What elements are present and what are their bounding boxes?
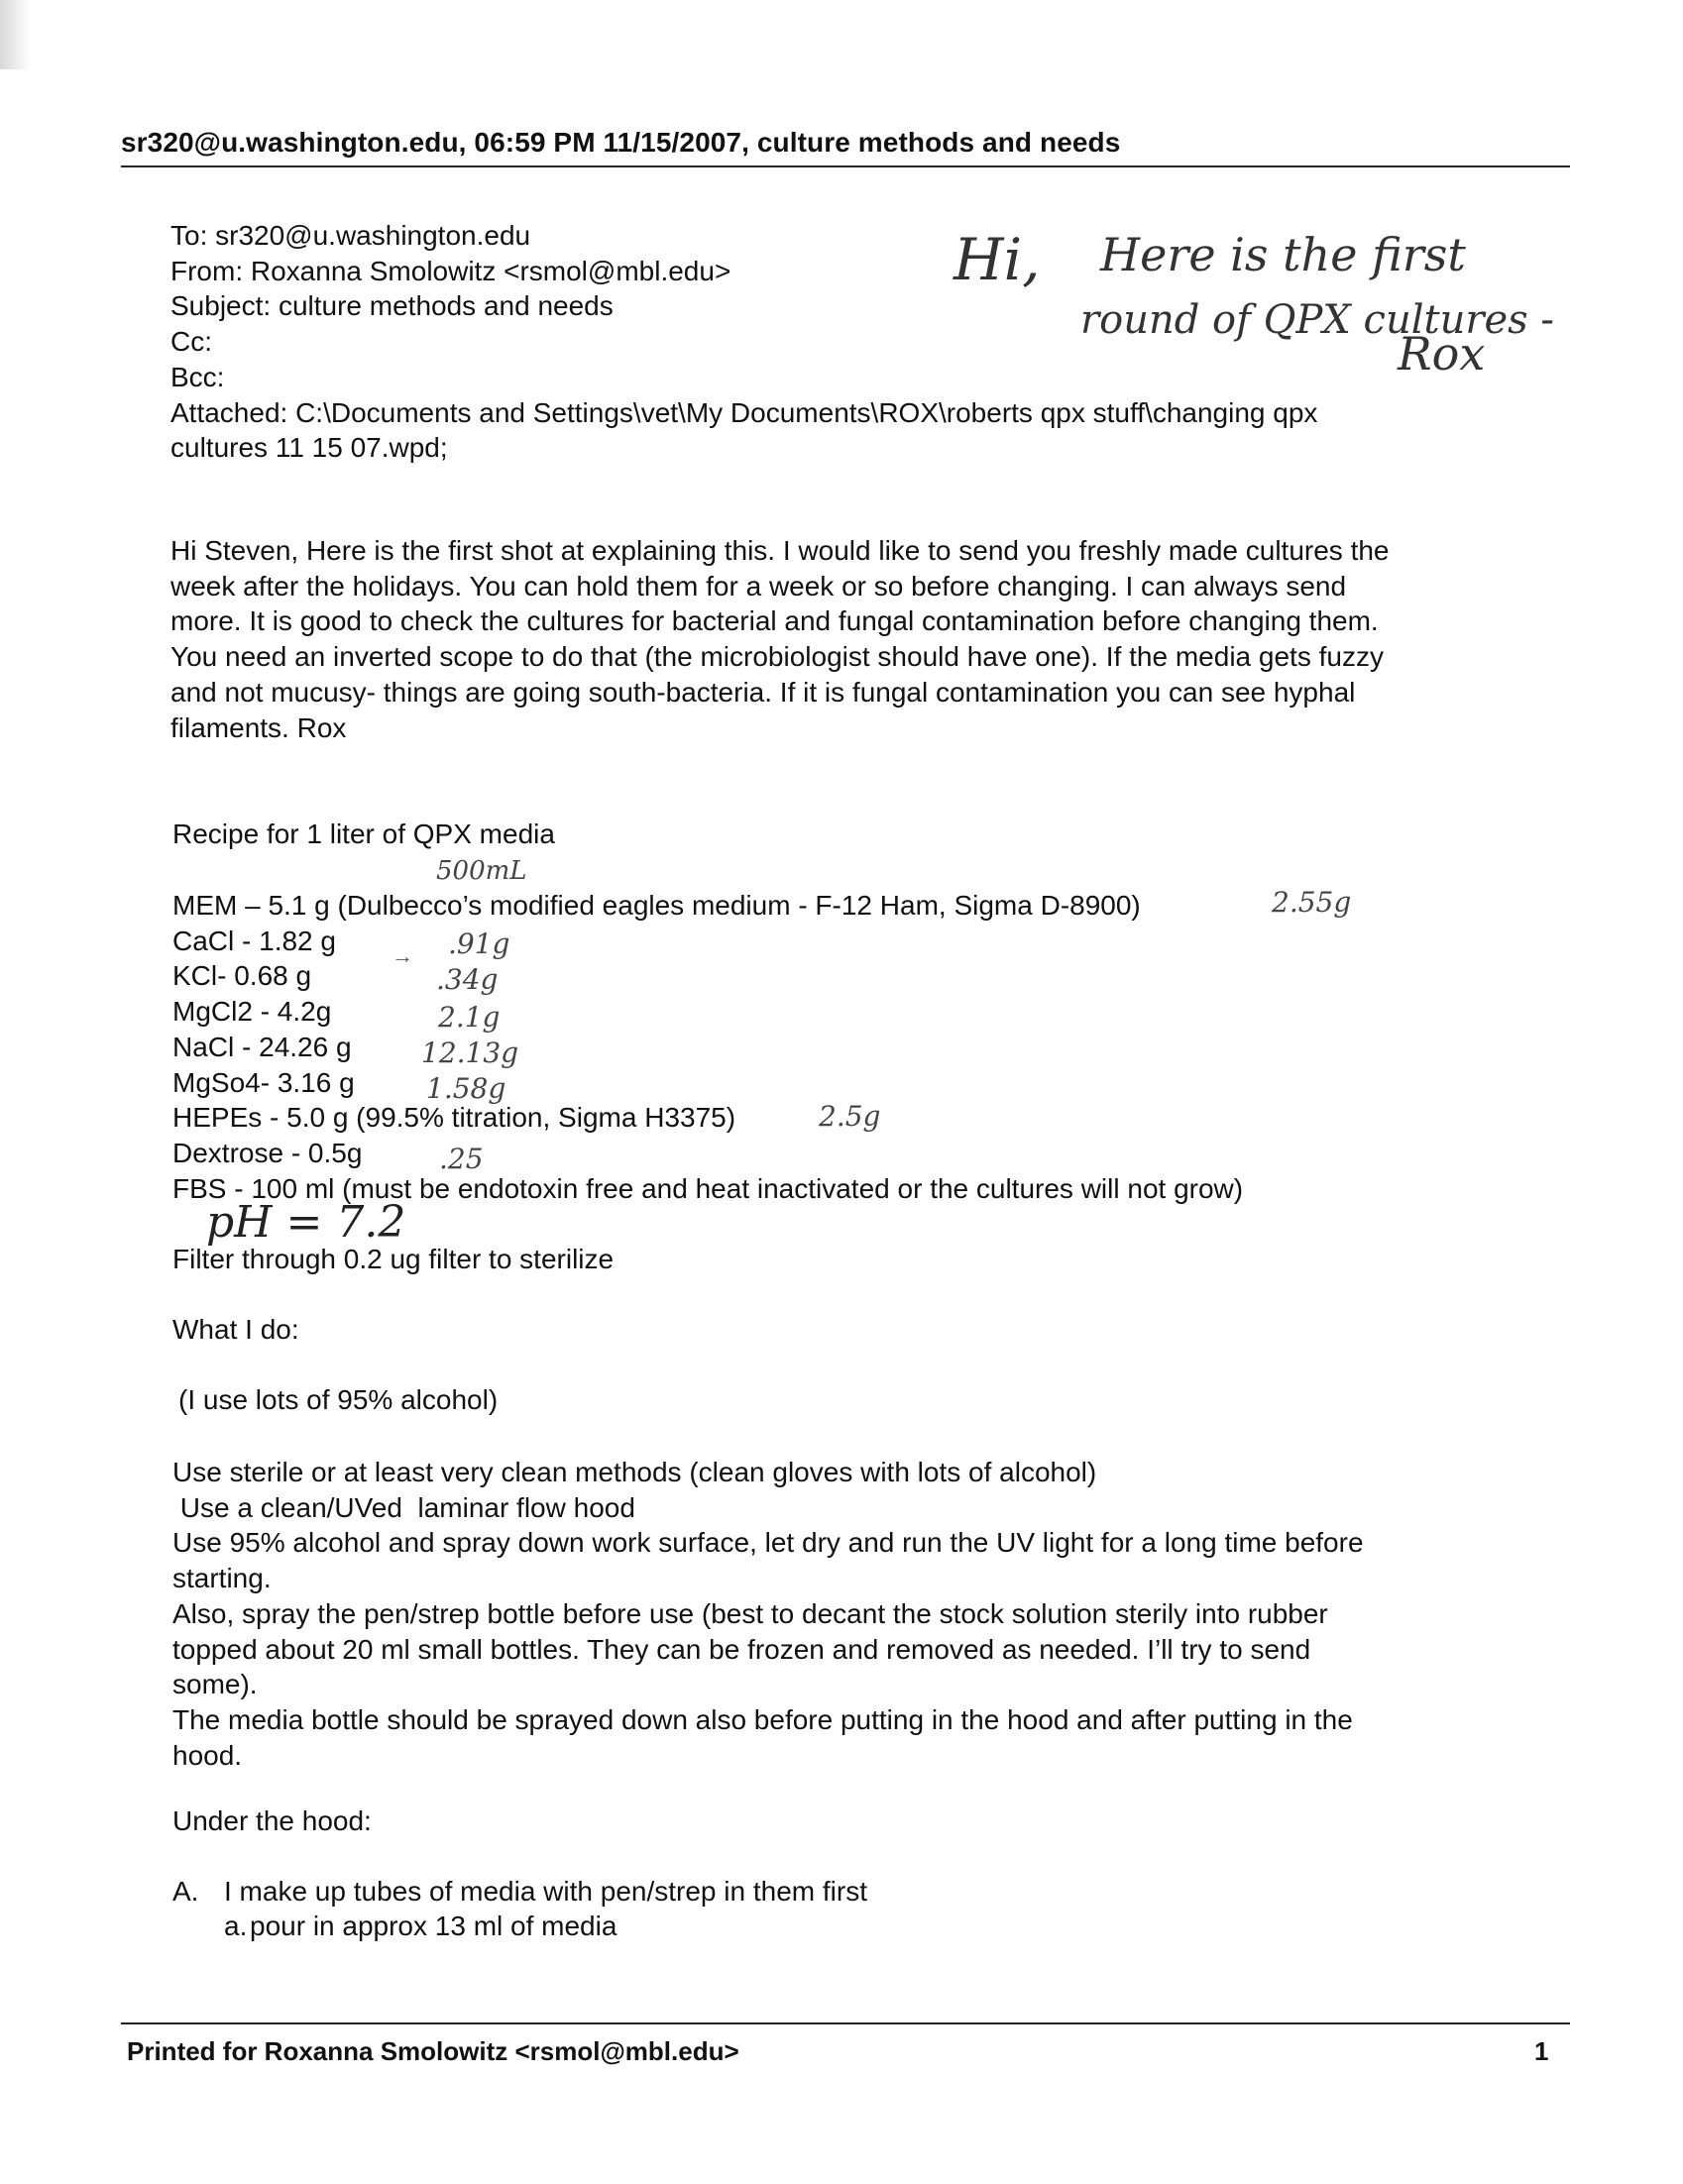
to-line: To: sr320@u.washington.edu (170, 220, 531, 251)
handwritten-volume: 500mL (436, 856, 527, 886)
recipe-item: KCl- 0.68 g (172, 960, 312, 992)
recipe-title: Recipe for 1 liter of QPX media (172, 819, 555, 849)
intro-line: week after the holidays. You can hold them for a week or so before changing. I can always send (170, 570, 1347, 601)
cc-line: Cc: (170, 326, 212, 358)
recipe-item: MEM – 5.1 g (Dulbecco’s modified eagles medium - F-12 Ham, Sigma D-8900) (172, 890, 1141, 921)
recipe-item: FBS - 100 ml (must be endotoxin free and heat inactivated or the cultures will not grow) (172, 1172, 1244, 1204)
list-marker-a-sub: a. (224, 1911, 248, 1941)
intro-line: Hi Steven, Here is the first shot at explaining this. I would like to send you freshly made cultures the (170, 535, 1390, 566)
handwritten-kcl-half: .34g (436, 963, 499, 996)
from-line: From: Roxanna Smolowitz <rsmol@mbl.edu> (170, 255, 731, 286)
list-item-a-text: I make up tubes of media with pen/strep in them first (224, 1876, 867, 1907)
scan-edge-shadow (0, 0, 30, 69)
header-rule (121, 165, 1570, 167)
attached-line-cont: cultures 11 15 07.wpd; (170, 432, 448, 464)
step-line: Use sterile or at least very clean methods (clean gloves with lots of alcohol) (172, 1457, 1097, 1487)
recipe-item: NaCl - 24.26 g (172, 1031, 352, 1062)
subject-line: Subject: culture methods and needs (170, 290, 614, 322)
footer-rule (121, 2022, 1570, 2024)
filter-instruction: Filter through 0.2 ug filter to sterilize (172, 1244, 615, 1274)
under-hood-heading: Under the hood: (172, 1805, 372, 1836)
list-marker-a: A. (172, 1876, 199, 1907)
footer-printed-for: Printed for Roxanna Smolowitz <rsmol@mbl.edu> (127, 2036, 739, 2066)
step-line: Use a clean/UVed laminar flow hood (172, 1491, 635, 1523)
handwritten-mgso4-half: 1.58g (426, 1072, 506, 1105)
list-item-a-sub (224, 1911, 617, 1942)
step-line: hood. (172, 1739, 243, 1771)
step-line: some). (172, 1669, 258, 1700)
handwritten-mgcl2-half: 2.1g (438, 1001, 501, 1034)
recipe-item: MgSo4- 3.16 g (172, 1066, 355, 1098)
step-line: Use 95% alcohol and spray down work surface, let dry and run the UV light for a long time before (172, 1527, 1364, 1559)
step-line: The media bottle should be sprayed down also before putting in the hood and after putting in the (172, 1703, 1353, 1735)
recipe-item: Dextrose - 0.5g (172, 1137, 363, 1168)
handwritten-note-line3: round of QPX cultures - (1080, 297, 1554, 343)
recipe-item: HEPEs - 5.0 g (99.5% titration, Sigma H3375) (172, 1102, 736, 1134)
recipe-item: CaCl - 1.82 g (172, 925, 336, 956)
handwritten-note-line2: Here is the first (1100, 228, 1466, 281)
intro-line: You need an inverted scope to do that (the microbiologist should have one). If the media gets fuzzy (170, 641, 1384, 673)
handwritten-note-signature: Rox (1398, 327, 1486, 381)
handwritten-hepes-half: 2.5g (819, 1100, 881, 1133)
step-line: starting. (172, 1563, 272, 1594)
intro-line: filaments. Rox (170, 711, 347, 743)
method-steps (172, 1455, 1364, 1773)
what-i-do-heading: What I do: (172, 1314, 299, 1345)
intro-line: more. It is good to check the cultures for bacterial and fungal contamination before changing them. (170, 605, 1379, 637)
attached-line: Attached: C:\Documents and Settings\vet\My Documents\ROX\roberts qpx stuff\changing qpx (170, 396, 1318, 428)
handwritten-dextrose-half: .25 (439, 1143, 484, 1175)
arrow-icon: → (392, 943, 413, 968)
alcohol-note: (I use lots of 95% alcohol) (178, 1384, 499, 1415)
document-title: sr320@u.washington.edu, 06:59 PM 11/15/2007, culture methods and needs (121, 127, 1121, 158)
step-line: Also, spray the pen/strep bottle before use (best to decant the stock solution sterily into rubber (172, 1597, 1328, 1629)
step-line: topped about 20 ml small bottles. They can be frozen and removed as needed. I’ll try to send (172, 1633, 1311, 1665)
intro-line: and not mucusy- things are going south-bacteria. If it is fungal contamination you can see hyphal (170, 676, 1356, 708)
page-number: 1 (1534, 2036, 1549, 2066)
bcc-line: Bcc: (170, 361, 225, 392)
intro-paragraph (170, 533, 1390, 745)
recipe-list (172, 888, 1243, 1206)
handwritten-nacl-half: 12.13g (421, 1037, 519, 1069)
handwritten-mem-half: 2.55g (1272, 886, 1352, 919)
handwritten-ph: pH = 7.2 (206, 1197, 406, 1248)
recipe-item: MgCl2 - 4.2g (172, 996, 332, 1028)
handwritten-note-hi: Hi, (954, 226, 1041, 293)
list-item-a (172, 1876, 867, 1908)
list-item-a-sub-text: pour in approx 13 ml of media (250, 1911, 617, 1941)
handwritten-cacl-half: .91g (448, 928, 510, 960)
